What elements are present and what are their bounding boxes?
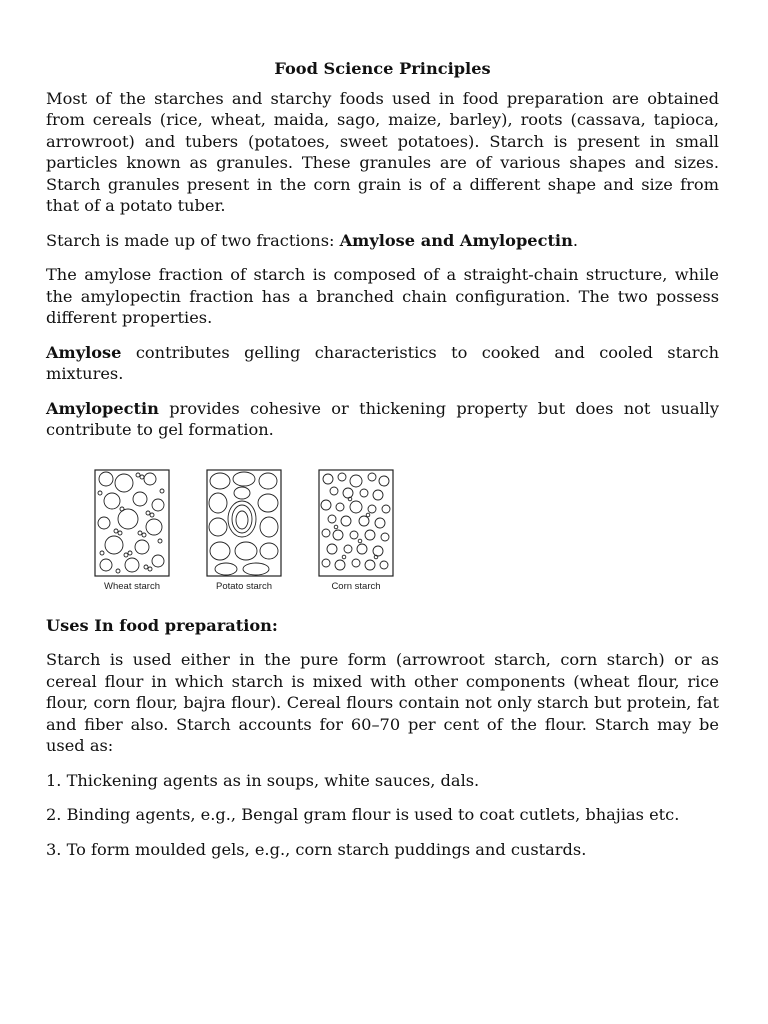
- amylose-term: Amylose: [46, 342, 122, 362]
- list-item: 1. Thickening agents as in soups, white sauces, dals.: [46, 770, 480, 790]
- amylopectin-text: provides cohesive or thickening property but does not usually contribute to gel formation.: [46, 398, 719, 439]
- list-item: 2. Binding agents, e.g., Bengal gram flour is used to coat cutlets, bhajias etc.: [46, 805, 680, 824]
- fractions-suffix: .: [572, 230, 578, 250]
- amylose-text: contributes gelling characteristics to cooked and cooled starch mixtures.: [46, 342, 719, 383]
- potato-starch-granules-icon: [206, 469, 282, 577]
- corn-starch-granules-icon: [318, 469, 394, 577]
- page-title: Food Science Principles: [274, 59, 491, 78]
- list-item: 3. To form moulded gels, e.g., corn starch puddings and custards.: [46, 839, 587, 859]
- intro-paragraph: Most of the starches and starchy foods used in food preparation are obtained from cereals (rice, wheat, maida, sago, maize, barley), roots (cassava, tapioca, arrowroot) and tubers (potatoes, sweet potatoes). Starch is present in small particles known as granules. These granules are of various shapes and sizes. Starch granules present in the corn grain is of a different shape and size from that of a potato tuber.: [46, 88, 719, 215]
- uses-paragraph: Starch is used either in the pure form (arrowroot starch, corn starch) or as cereal flour in which starch is mixed with other components (wheat flour, rice flour, corn flour, bajra flour). Cereal flours contain not only starch but protein, fat and fiber also. Starch accounts for 60–70 per cent of the flour. Starch may be used as:: [46, 650, 719, 755]
- uses-heading: Uses In food preparation:: [46, 615, 278, 635]
- figure-caption: Corn starch: [331, 580, 381, 592]
- wheat-starch-granules-icon: [94, 469, 170, 577]
- document-page: [46, 58, 719, 873]
- fractions-bold: Amylose and Amylopectin: [339, 230, 573, 250]
- amylose-paragraph: [46, 342, 719, 385]
- fractions-paragraph: [46, 230, 719, 252]
- figure-caption: Wheat starch: [104, 580, 160, 592]
- wheat-starch-figure: [94, 469, 170, 593]
- structure-paragraph: The amylose fraction of starch is composed of a straight-chain structure, while the amylopectin fraction has a branched chain configuration. The two possess different properties.: [46, 265, 719, 327]
- amylopectin-term: Amylopectin: [46, 398, 159, 418]
- starch-granules-figure: [94, 469, 719, 593]
- fractions-text: Starch is made up of two fractions:: [46, 230, 340, 250]
- corn-starch-figure: [318, 469, 394, 593]
- figure-caption: Potato starch: [216, 580, 272, 592]
- amylopectin-paragraph: [46, 398, 719, 441]
- potato-starch-figure: [206, 469, 282, 593]
